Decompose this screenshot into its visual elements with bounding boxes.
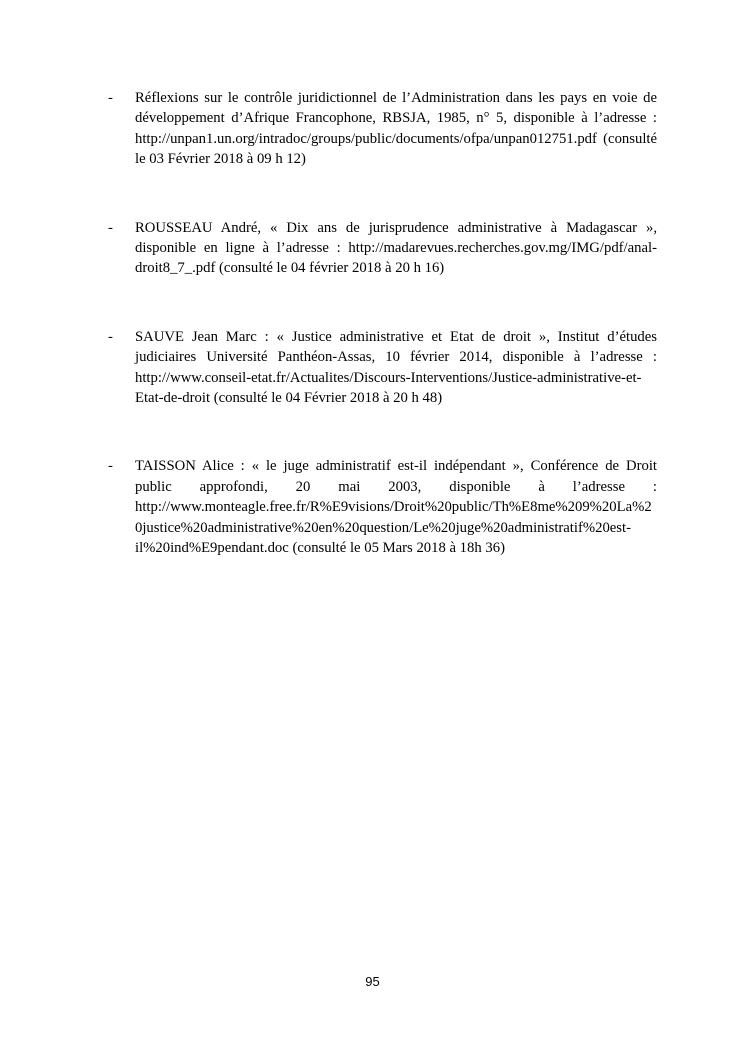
bibliography-entry: [108, 456, 657, 558]
list-bullet: -: [108, 328, 113, 345]
bibliography-entry: [108, 88, 657, 170]
bibliography-entry: [108, 327, 657, 409]
list-bullet: -: [108, 458, 113, 475]
entry-text: ROUSSEAU André, « Dix ans de jurisprudence administrative à Madagascar », disponible en ligne à l’adresse : http://madarevues.recherches.gov.mg/IMG/pdf/anal-droit8_7_.pdf (consulté le 04 février 2018 à 20 h 16): [135, 219, 657, 277]
entry-text: Réflexions sur le contrôle juridictionnel de l’Administration dans les pays en voie de développement d’Afrique Francophone, RBSJA, 1985, n° 5, disponible à l’adresse : http://unpan1.un.org/intradoc/groups/public/documents/ofpa/unpan012751.pdf (consulté le 03 Février 2018 à 09 h 12): [135, 90, 657, 168]
list-bullet: -: [108, 90, 113, 106]
page-number: 95: [365, 974, 380, 989]
entry-text: TAISSON Alice : « le juge administratif est-il indépendant », Conférence de Droit public approfondi, 20 mai 2003, disponible à l’adresse : http://www.monteagle.free.fr/R%E9visions/Droit%20public/Th%E8me%209%20La%20justice%20administrative%20en%20question/Le%20juge%20administratif%20est-il%20ind%E9pendant.doc (consulté le 05 Mars 2018 à 18h 36): [135, 458, 657, 557]
bibliography-list: [108, 88, 657, 559]
bibliography-entry: [108, 218, 657, 279]
list-bullet: -: [108, 219, 113, 236]
entry-text: SAUVE Jean Marc : « Justice administrative et Etat de droit », Institut d’études judiciaires Université Panthéon-Assas, 10 février 2014, disponible à l’adresse : http://www.conseil-etat.fr/Actualites/Discours-Interventions/Justice-administrative-et-Etat-de-droit (consulté le 04 Février 2018 à 20 h 48): [135, 328, 657, 407]
